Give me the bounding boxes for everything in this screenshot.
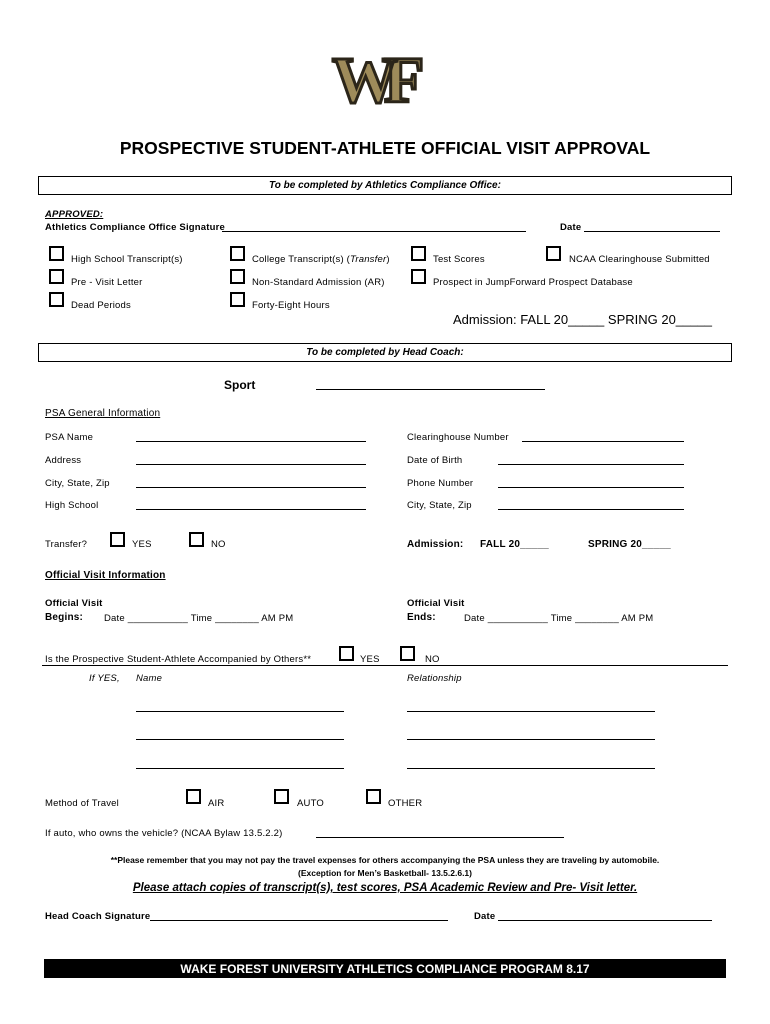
- compliance-signature-line[interactable]: [222, 231, 526, 232]
- clearinghouse-label: Clearinghouse Number: [407, 432, 509, 443]
- head-coach-date-line[interactable]: [498, 920, 712, 921]
- hs-city-state-zip-label: City, State, Zip: [407, 500, 472, 511]
- dob-label: Date of Birth: [407, 455, 463, 466]
- dob-line[interactable]: [498, 464, 684, 465]
- city-state-zip-line[interactable]: [136, 487, 366, 488]
- college-transcript-checkbox[interactable]: [230, 246, 245, 261]
- travel-method-label: Method of Travel: [45, 798, 119, 809]
- high-school-line[interactable]: [136, 509, 366, 510]
- compliance-section-bar: To be completed by Athletics Compliance Office:: [38, 176, 732, 195]
- transfer-yes-label: YES: [132, 539, 152, 550]
- visit-ends-top-label: Official Visit: [407, 598, 465, 609]
- compliance-date-label: Date: [560, 222, 582, 233]
- travel-auto-label: AUTO: [297, 798, 325, 809]
- basketball-exception-note: (Exception for Men’s Basketball- 13.5.2.6.1): [298, 868, 472, 878]
- coach-fall-field[interactable]: FALL 20_____: [480, 539, 549, 550]
- head-coach-date-label: Date: [474, 911, 496, 922]
- accompanied-question: Is the Prospective Student-Athlete Accompanied by Others**: [45, 654, 312, 665]
- phone-line[interactable]: [498, 487, 684, 488]
- college-transcript-label: College Transcript(s) (Transfer): [252, 254, 390, 265]
- accompanied-yes-label: YES: [360, 654, 380, 665]
- address-line[interactable]: [136, 464, 366, 465]
- travel-air-label: AIR: [208, 798, 225, 809]
- address-label: Address: [45, 455, 82, 466]
- companion-name-line-1[interactable]: [136, 711, 344, 712]
- transfer-no-checkbox[interactable]: [189, 532, 204, 547]
- forty-eight-checkbox[interactable]: [230, 292, 245, 307]
- forty-eight-label: Forty-Eight Hours: [252, 300, 330, 311]
- travel-other-label: OTHER: [388, 798, 423, 809]
- hs-transcript-checkbox[interactable]: [49, 246, 64, 261]
- psa-general-heading: PSA General Information: [45, 408, 161, 419]
- non-standard-checkbox[interactable]: [230, 269, 245, 284]
- coach-admission-label: Admission:: [407, 539, 464, 550]
- high-school-label: High School: [45, 500, 99, 511]
- auto-owner-line[interactable]: [316, 837, 564, 838]
- jumpforward-checkbox[interactable]: [411, 269, 426, 284]
- dead-periods-checkbox[interactable]: [49, 292, 64, 307]
- travel-air-checkbox[interactable]: [186, 789, 201, 804]
- dead-periods-label: Dead Periods: [71, 300, 131, 311]
- page-title: PROSPECTIVE STUDENT-ATHLETE OFFICIAL VISIT APPROVAL: [119, 138, 651, 158]
- coach-spring-field[interactable]: SPRING 20_____: [588, 539, 671, 550]
- travel-other-checkbox[interactable]: [366, 789, 381, 804]
- phone-label: Phone Number: [407, 478, 474, 489]
- visit-ends-label: Ends:: [407, 612, 436, 623]
- visit-begins-datetime[interactable]: Date ___________ Time ________ AM PM: [104, 613, 294, 624]
- wake-forest-logo: [328, 40, 438, 120]
- visit-begins-label: Begins:: [45, 612, 84, 623]
- transfer-no-label: NO: [211, 539, 226, 550]
- logo-lettering: WF: [332, 44, 411, 117]
- compliance-date-line[interactable]: [584, 231, 720, 232]
- compliance-signature-label: Athletics Compliance Office Signature: [45, 222, 226, 233]
- visit-begins-top-label: Official Visit: [45, 598, 103, 609]
- head-coach-signature-line[interactable]: [150, 920, 448, 921]
- if-yes-label: If YES,: [89, 673, 120, 684]
- test-scores-checkbox[interactable]: [411, 246, 426, 261]
- psa-name-line[interactable]: [136, 441, 366, 442]
- clearinghouse-line[interactable]: [522, 441, 684, 442]
- accompanied-no-checkbox[interactable]: [400, 646, 415, 661]
- compliance-admission-text: Admission: FALL 20_____ SPRING 20_____: [453, 312, 712, 327]
- attach-copies-note: Please attach copies of transcript(s), test scores, PSA Academic Review and Pre- Visit letter.: [132, 882, 638, 894]
- non-standard-label: Non-Standard Admission (AR): [252, 277, 385, 288]
- sport-line[interactable]: [316, 389, 545, 390]
- official-visit-heading: Official Visit Information: [45, 570, 166, 581]
- visit-ends-datetime[interactable]: Date ___________ Time ________ AM PM: [464, 613, 654, 624]
- city-state-zip-label: City, State, Zip: [45, 478, 110, 489]
- companion-name-label: Name: [136, 673, 163, 684]
- approved-label: APPROVED:: [45, 209, 104, 220]
- auto-owner-label: If auto, who owns the vehicle? (NCAA Bylaw 13.5.2.2): [45, 828, 283, 839]
- companion-name-line-2[interactable]: [136, 739, 344, 740]
- companion-relationship-line-1[interactable]: [407, 711, 655, 712]
- hs-transcript-label: High School Transcript(s): [71, 254, 183, 265]
- transfer-label: Transfer?: [45, 539, 88, 550]
- companion-name-line-3[interactable]: [136, 768, 344, 769]
- transfer-yes-checkbox[interactable]: [110, 532, 125, 547]
- pre-visit-checkbox[interactable]: [49, 269, 64, 284]
- head-coach-signature-label: Head Coach Signature: [45, 911, 151, 922]
- pre-visit-label: Pre - Visit Letter: [71, 277, 143, 288]
- jumpforward-label: Prospect in JumpForward Prospect Database: [433, 277, 633, 288]
- ncaa-clearinghouse-label: NCAA Clearinghouse Submitted: [569, 254, 710, 265]
- ncaa-clearinghouse-checkbox[interactable]: [546, 246, 561, 261]
- companion-relationship-line-2[interactable]: [407, 739, 655, 740]
- psa-name-label: PSA Name: [45, 432, 94, 443]
- companion-relationship-label: Relationship: [407, 673, 462, 684]
- coach-section-bar: To be completed by Head Coach:: [38, 343, 732, 362]
- sport-label: Sport: [224, 378, 256, 392]
- travel-auto-checkbox[interactable]: [274, 789, 289, 804]
- accompanied-yes-checkbox[interactable]: [339, 646, 354, 661]
- travel-expense-note: **Please remember that you may not pay the travel expenses for others accompanying the PSA unless they are traveling by automobile.: [110, 855, 660, 865]
- footer-banner: WAKE FOREST UNIVERSITY ATHLETICS COMPLIANCE PROGRAM 8.17: [44, 959, 726, 978]
- accompanied-divider: [42, 665, 728, 666]
- hs-city-state-zip-line[interactable]: [498, 509, 684, 510]
- accompanied-no-label: NO: [425, 654, 440, 665]
- test-scores-label: Test Scores: [433, 254, 485, 265]
- companion-relationship-line-3[interactable]: [407, 768, 655, 769]
